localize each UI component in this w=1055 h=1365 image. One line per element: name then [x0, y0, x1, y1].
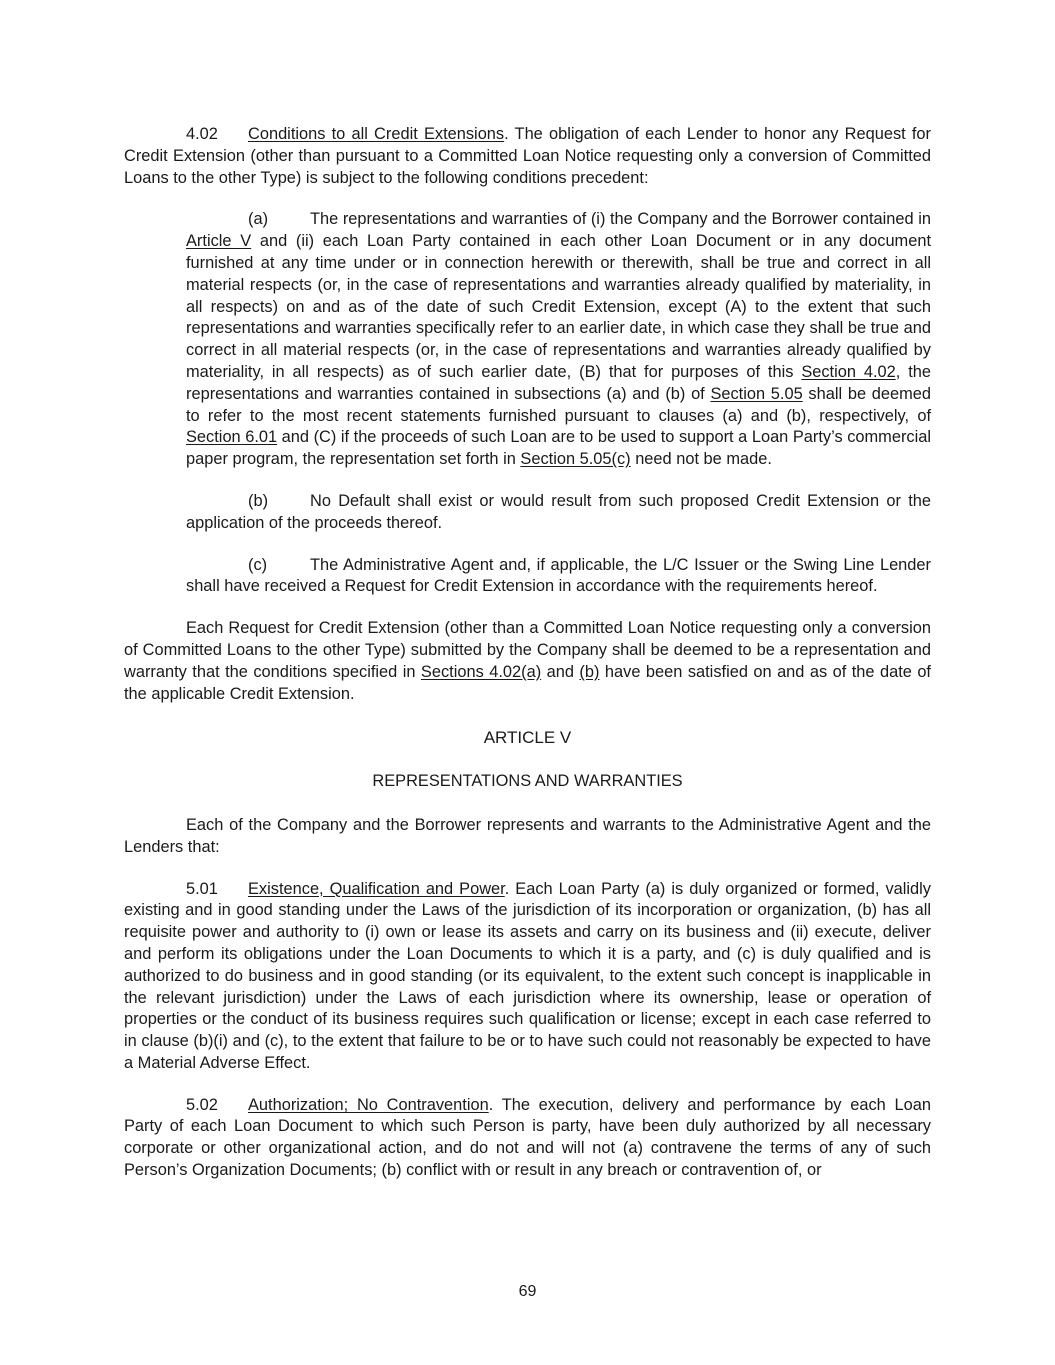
clause-a [186, 209, 931, 471]
clause-b [186, 491, 931, 535]
paragraph-each-request [124, 618, 931, 705]
section-number: 5.01 [186, 879, 218, 898]
cross-reference: (b) [579, 662, 600, 681]
section-body: . The obligation of each Lender to honor any Request for Credit Extension (other than pursuant to a Committed Loan Notice requesting only a conversion of Committed Loans to the other Type) is subject to the following conditions precedent: [124, 125, 931, 187]
clause-text: shall be deemed to refer to the most recent statements furnished pursuant to clauses (a) and (b), respectively, of [186, 384, 931, 425]
clause-text: , the representations and warranties contained in subsections (a) and (b) of [186, 362, 931, 403]
cross-reference: Section 5.05 [710, 384, 803, 403]
clause-text: and (C) if the proceeds of such Loan are to be used to support a Loan Party’s commercial paper program, the representation set forth in [186, 428, 931, 469]
paragraph-text: and [541, 662, 580, 681]
section-body: . Each Loan Party (a) is duly organized or formed, validly existing and in good standing under the Laws of the jurisdiction of its incorporation or organization, (b) has all requisite power and authority to (i) own or lease its assets and carry on its business and (ii) execute, deliver and perform its obligations under the Loan Documents to which it is a party, and (c) is duly qualified and is authorized to do business and in good standing (or its equivalent, to the extent such concept is inapplicable in the relevant jurisdiction) under the Laws of each jurisdiction where its ownership, lease or operation of properties or the conduct of its business requires such qualification or license; except in each case referred to in clause (b)(i) and (c), to the extent that failure to be or to have such could not reasonably be expected to have a Material Adverse Effect. [124, 879, 931, 1072]
section-heading: Conditions to all Credit Extensions [248, 125, 505, 143]
cross-reference: Section 4.02 [801, 362, 896, 381]
section-heading: Authorization; No Contravention [248, 1095, 489, 1114]
paragraph-text: have been satisfied on and as of the date of the applicable Credit Extension. [124, 662, 931, 703]
cross-reference: Section 5.05(c) [520, 450, 631, 469]
clause-text: The representations and warranties of (i) the Company and the Borrower contained in [310, 210, 931, 229]
section-5-01 [124, 879, 931, 1075]
document-page [124, 124, 931, 1182]
section-number: 4.02 [186, 125, 218, 143]
clause-label: (a) [248, 210, 269, 229]
section-5-02 [124, 1095, 931, 1182]
section-body: . The execution, delivery and performance by each Loan Party of each Loan Document to which such Person is party, have been duly authorized by all necessary corporate or other organizational action, and do not and will not (a) contravene the terms of any of such Person’s Organization Documents; (b) conflict with or result in any breach or contravention of, or [124, 1095, 931, 1180]
clause-text: No Default shall exist or would result from such proposed Credit Extension or the application of the proceeds thereof. [186, 491, 931, 532]
article-intro: Each of the Company and the Borrower represents and warrants to the Administrative Agent and the Lenders that: [124, 815, 931, 856]
clause-label: (b) [248, 491, 269, 510]
clause-c [186, 555, 931, 599]
clause-text: need not be made. [630, 450, 772, 469]
clause-label: (c) [248, 555, 268, 574]
cross-reference: Article V [186, 232, 252, 251]
cross-reference: Section 6.01 [186, 428, 278, 447]
page-number: 69 [518, 1283, 537, 1300]
section-heading: Existence, Qualification and Power [248, 879, 505, 898]
clause-text: The Administrative Agent and, if applicable, the L/C Issuer or the Swing Line Lender shall have received a Request for Credit Extension in accordance with the requirements hereof. [186, 555, 931, 596]
article-title: ARTICLE V [483, 728, 572, 748]
paragraph-text: Each Request for Credit Extension (other than a Committed Loan Notice requesting only a conversion of Committed Loans to the other Type) submitted by the Company shall be deemed to be a representation and warranty that the conditions specified in [124, 619, 931, 681]
article-subtitle: REPRESENTATIONS AND WARRANTIES [372, 772, 683, 791]
cross-reference: Sections 4.02(a) [420, 662, 542, 681]
section-number: 5.02 [186, 1095, 218, 1114]
clause-text: and (ii) each Loan Party contained in each other Loan Document or in any document furnished at any time under or in connection herewith or therewith, shall be true and correct in all material respects (or, in the case of representations and warranties already qualified by materiality, in all respects) on and as of the date of such Credit Extension, except (A) to the extent that such representations and warranties specifically refer to an earlier date, in which case they shall be true and correct in all material respects (or, in the case of representations and warranties already qualified by materiality, in all respects) as of such earlier date, (B) that for purposes of this [186, 232, 931, 381]
section-4-02 [124, 124, 931, 189]
